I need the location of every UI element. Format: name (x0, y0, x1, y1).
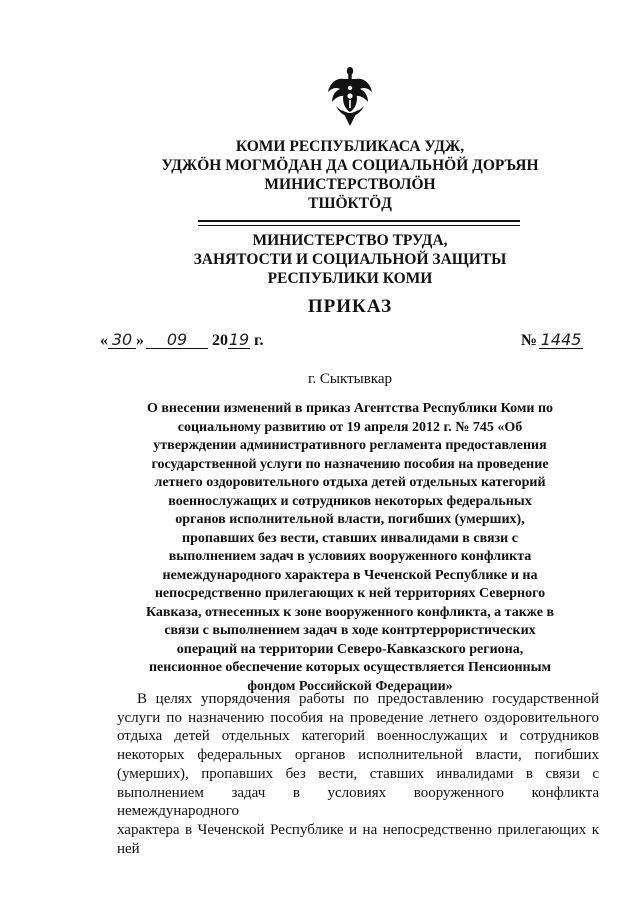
body-line: отдыха детей отдельных категорий военнослужащих и сотрудников (117, 728, 599, 745)
body-line: услуги по назначению пособия на проведение летнего оздоровительного (117, 709, 599, 726)
komi-header-line: ТШÖКТÖД (308, 195, 392, 212)
title-line: связи с выполнением задач в ходе контртеррористических (164, 623, 536, 638)
title-line: О внесении изменений в приказ Агентства Республики Коми по (146, 401, 554, 416)
komi-header-line: УДЖÖН МОГМÖДАН ДА СОЦИАЛЬНÖЙ ДОРЪЯН (161, 157, 539, 174)
title-line: государственной услуги по назначению пособия на проведение (151, 456, 549, 472)
title-line: немеждународного характера в Чеченской Республике и на (162, 567, 538, 583)
order-date (100, 332, 263, 350)
body-line: некоторых федеральных органов исполнительной власти, погибших (117, 747, 599, 764)
body-paragraph (117, 690, 599, 858)
date-year-mark: г. (250, 332, 264, 349)
title-line: пенсионное обеспечение которых осуществляется Пенсионным (148, 660, 552, 675)
title-line: непосредственно прилегающих к ней территориях Северного (154, 586, 546, 601)
order-title (0, 400, 640, 696)
title-line: утверждении административного регламента предоставления (153, 438, 547, 453)
body-line: выполнением задач в условиях вооруженного конфликта немеждународного (117, 784, 599, 820)
order-number-label: № (521, 332, 538, 349)
coat-of-arms-emblem (326, 66, 374, 128)
title-line: военнослужащих и сотрудников некоторых федеральных (168, 493, 532, 509)
header-divider-thin (198, 225, 520, 226)
title-line: фондом Российской Федерации» (247, 678, 453, 694)
date-year-prefix: 20 (212, 332, 228, 349)
date-close-quote: » (136, 332, 144, 349)
komi-header (0, 137, 640, 213)
city-line: г. Сыктывкар (307, 371, 393, 387)
ministry-header-line: РЕСПУБЛИКИ КОМИ (267, 270, 433, 287)
ministry-header-line: МИНИСТЕРСТВО ТРУДА, (252, 232, 448, 249)
title-line: социальному развитию от 19 апреля 2012 г. № 745 «Об (177, 419, 523, 435)
ministry-header (0, 231, 640, 288)
order-number-value: 1445 (540, 330, 582, 349)
order-number (521, 332, 583, 350)
date-year-suffix: 19 (228, 330, 250, 349)
body-line: характера в Чеченской Республике и на непосредственно прилегающих к ней (117, 821, 599, 857)
komi-header-line: МИНИСТЕРСТВОЛÖН (264, 176, 436, 193)
title-line: пропавших без вести, ставших инвалидами в связи с (182, 530, 518, 546)
title-line: Кавказа, отнесенных к зоне вооруженного конфликта, а также в (145, 604, 555, 620)
date-open-quote: « (100, 332, 108, 349)
ministry-header-line: ЗАНЯТОСТИ И СОЦИАЛЬНОЙ ЗАЩИТЫ (193, 251, 507, 268)
body-line: (умерших), пропавших без вести, ставших инвалидами в связи с (117, 765, 599, 782)
title-line: операций на территории Северо-Кавказского региона, (176, 641, 524, 657)
document-type-heading: ПРИКАЗ (307, 296, 393, 317)
title-line: органов исполнительной власти, погибших (умерших), (175, 512, 525, 527)
header-divider-thick (198, 220, 520, 222)
body-line: В целях упорядочения работы по предоставлению государственной (137, 691, 599, 707)
date-day: 30 (108, 332, 136, 349)
date-month: 09 (146, 332, 208, 349)
komi-header-line: КОМИ РЕСПУБЛИКАСА УДЖ, (235, 138, 465, 155)
title-line: выполнением задач в условиях вооруженного конфликта (168, 549, 532, 564)
title-line: летнего оздоровительного отдыха детей отдельных категорий (154, 475, 546, 490)
